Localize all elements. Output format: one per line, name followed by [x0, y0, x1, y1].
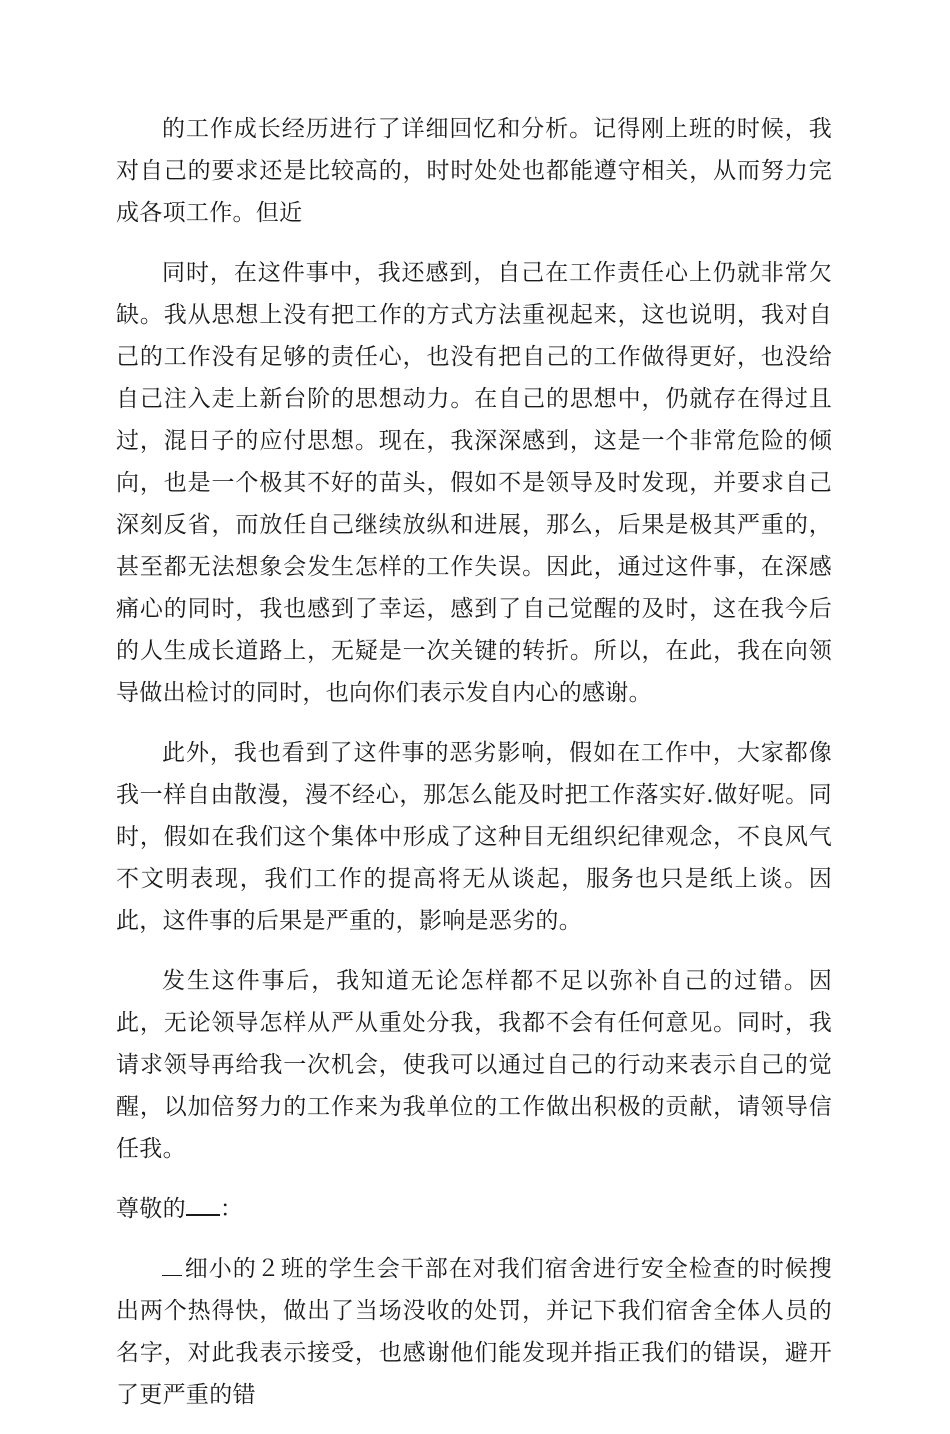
salutation: [116, 1188, 832, 1230]
paragraph-2: 同时，在这件事中，我还感到，自己在工作责任心上仍就非常欠缺。我从思想上没有把工作的方式方法重视起来，这也说明，我对自己的工作没有足够的责任心，也没有把自己的工作做得更好，也没给自己注入走上新台阶的思想动力。在自己的思想中，仍就存在得过且过，混日子的应付思想。现在，我深深感到，这是一个非常危险的倾向，也是一个极其不好的苗头，假如不是领导及时发现，并要求自己深刻反省，而放任自己继续放纵和进展，那么，后果是极其严重的，甚至都无法想象会发生怎样的工作失误。因此，通过这件事，在深感痛心的同时，我也感到了幸运，感到了自己觉醒的及时，这在我今后的人生成长道路上，无疑是一次关键的转折。所以，在此，我在向领导做出检讨的同时，也向你们表示发自内心的感谢。: [116, 260, 832, 706]
paragraph-1: 的工作成长经历进行了详细回忆和分析。记得刚上班的时候，我对自己的要求还是比较高的，时时处处也都能遵守相关，从而努力完成各项工作。但近: [116, 116, 832, 226]
paragraph-5-text: 细小的２班的学生会干部在对我们宿舍进行安全检查的时候搜出两个热得快，做出了当场没收的处罚，并记下我们宿舍全体人员的名字，对此我表示接受，也感谢他们能发现并指正我们的错误，避开了更严重的错: [116, 1256, 832, 1408]
paragraph-3: 此外，我也看到了这件事的恶劣影响，假如在工作中，大家都像我一样自由散漫，漫不经心，那怎么能及时把工作落实好.做好呢。同时，假如在我们这个集体中形成了这种目无组织纪律观念，不良风气不文明表现，我们工作的提高将无从谈起，服务也只是纸上谈。因此，这件事的后果是严重的，影响是恶劣的。: [116, 740, 832, 934]
leading-blank: [162, 1255, 182, 1276]
paragraph-4: 发生这件事后，我知道无论怎样都不足以弥补自己的过错。因此，无论领导怎样从严从重处分我，我都不会有任何意见。同时，我请求领导再给我一次机会，使我可以通过自己的行动来表示自己的觉醒，以加倍努力的工作来为我单位的工作做出积极的贡献，请领导信任我。: [116, 968, 832, 1162]
salutation-blank: [186, 1192, 220, 1216]
salutation-suffix: ：: [219, 1196, 244, 1222]
paragraph-5: [116, 1248, 832, 1416]
document-page: [116, 108, 832, 1434]
salutation-prefix: 尊敬的: [116, 1196, 186, 1222]
